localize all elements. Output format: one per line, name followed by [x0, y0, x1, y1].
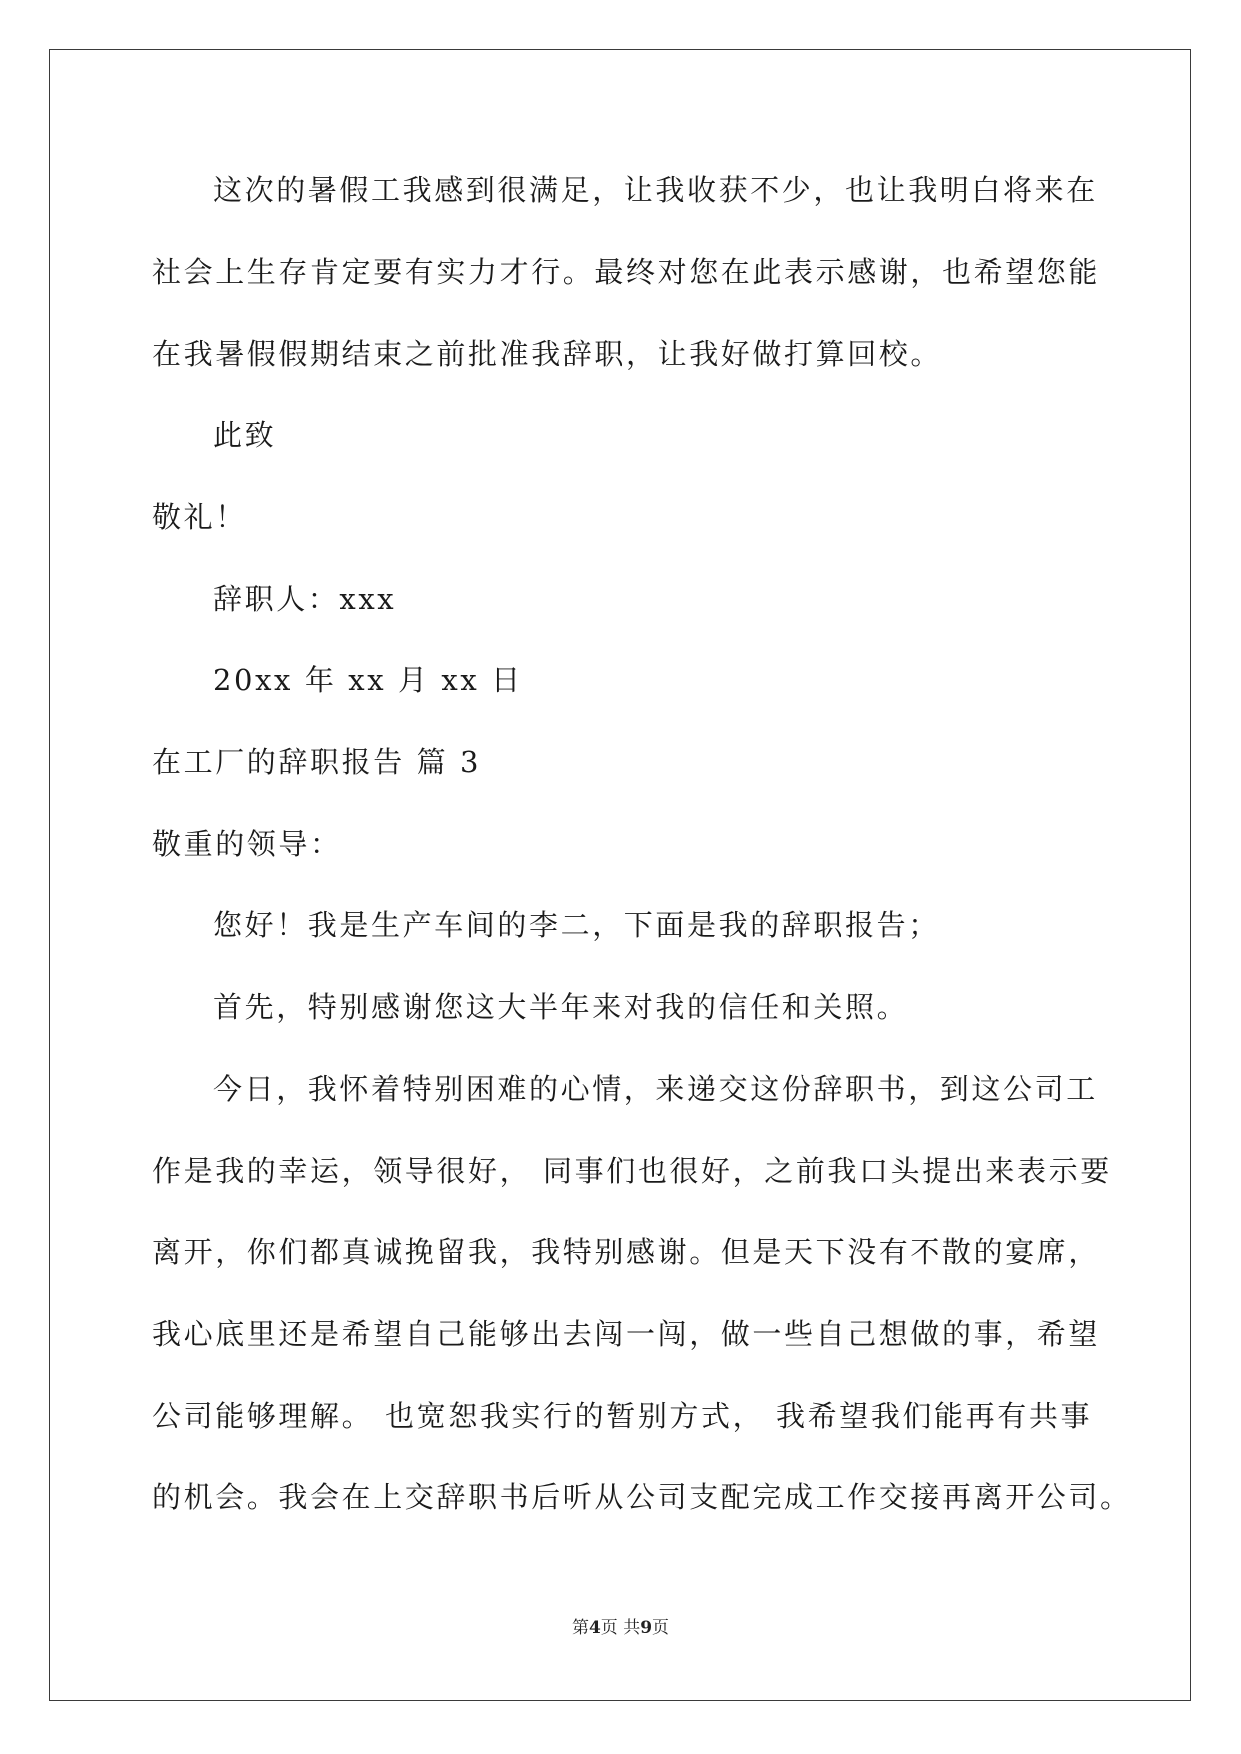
section-heading: 在工厂的辞职报告 篇 3	[152, 745, 482, 779]
paragraph-line: 社会上生存肯定要有实力才行。最终对您在此表示感谢，也希望您能	[152, 255, 1101, 289]
paragraph-line: 这次的暑假工我感到很满足，让我收获不少，也让我明白将来在	[213, 173, 1098, 207]
total-pages-number: 9	[640, 1618, 653, 1638]
paragraph-line: 在我暑假假期结束之前批准我辞职，让我好做打算回校。	[152, 337, 943, 371]
page-suffix: 页	[652, 1618, 670, 1638]
paragraph-line: 首先，特别感谢您这大半年来对我的信任和关照。	[213, 990, 909, 1024]
page-prefix: 第	[571, 1618, 589, 1638]
paragraph-line: 的机会。我会在上交辞职书后听从公司支配完成工作交接再离开公司。	[152, 1480, 1132, 1514]
current-page-number: 4	[588, 1618, 601, 1638]
paragraph-line: 今日，我怀着特别困难的心情，来递交这份辞职书，到这公司工	[213, 1072, 1098, 1106]
signature-line: 辞职人：xxx	[213, 582, 397, 616]
closing-respect: 敬礼！	[152, 500, 247, 534]
paragraph-line: 公司能够理解。 也宽恕我实行的暂别方式， 我希望我们能再有共事	[152, 1399, 1093, 1433]
paragraph-line: 作是我的幸运，领导很好， 同事们也很好，之前我口头提出来表示要	[152, 1154, 1112, 1188]
page-separator: 页 共	[600, 1618, 641, 1638]
closing-salutation: 此致	[213, 418, 277, 452]
paragraph-line: 我心底里还是希望自己能够出去闯一闯，做一些自己想做的事，希望	[152, 1317, 1101, 1351]
letter-greeting: 敬重的领导：	[152, 827, 342, 861]
page-footer	[0, 1613, 1241, 1638]
page-border	[49, 49, 1191, 1701]
paragraph-line: 您好！我是生产车间的李二，下面是我的辞职报告；	[213, 908, 940, 942]
paragraph-line: 离开，你们都真诚挽留我，我特别感谢。但是天下没有不散的宴席，	[152, 1235, 1101, 1269]
date-line: 20xx 年 xx 月 xx 日	[213, 663, 523, 697]
